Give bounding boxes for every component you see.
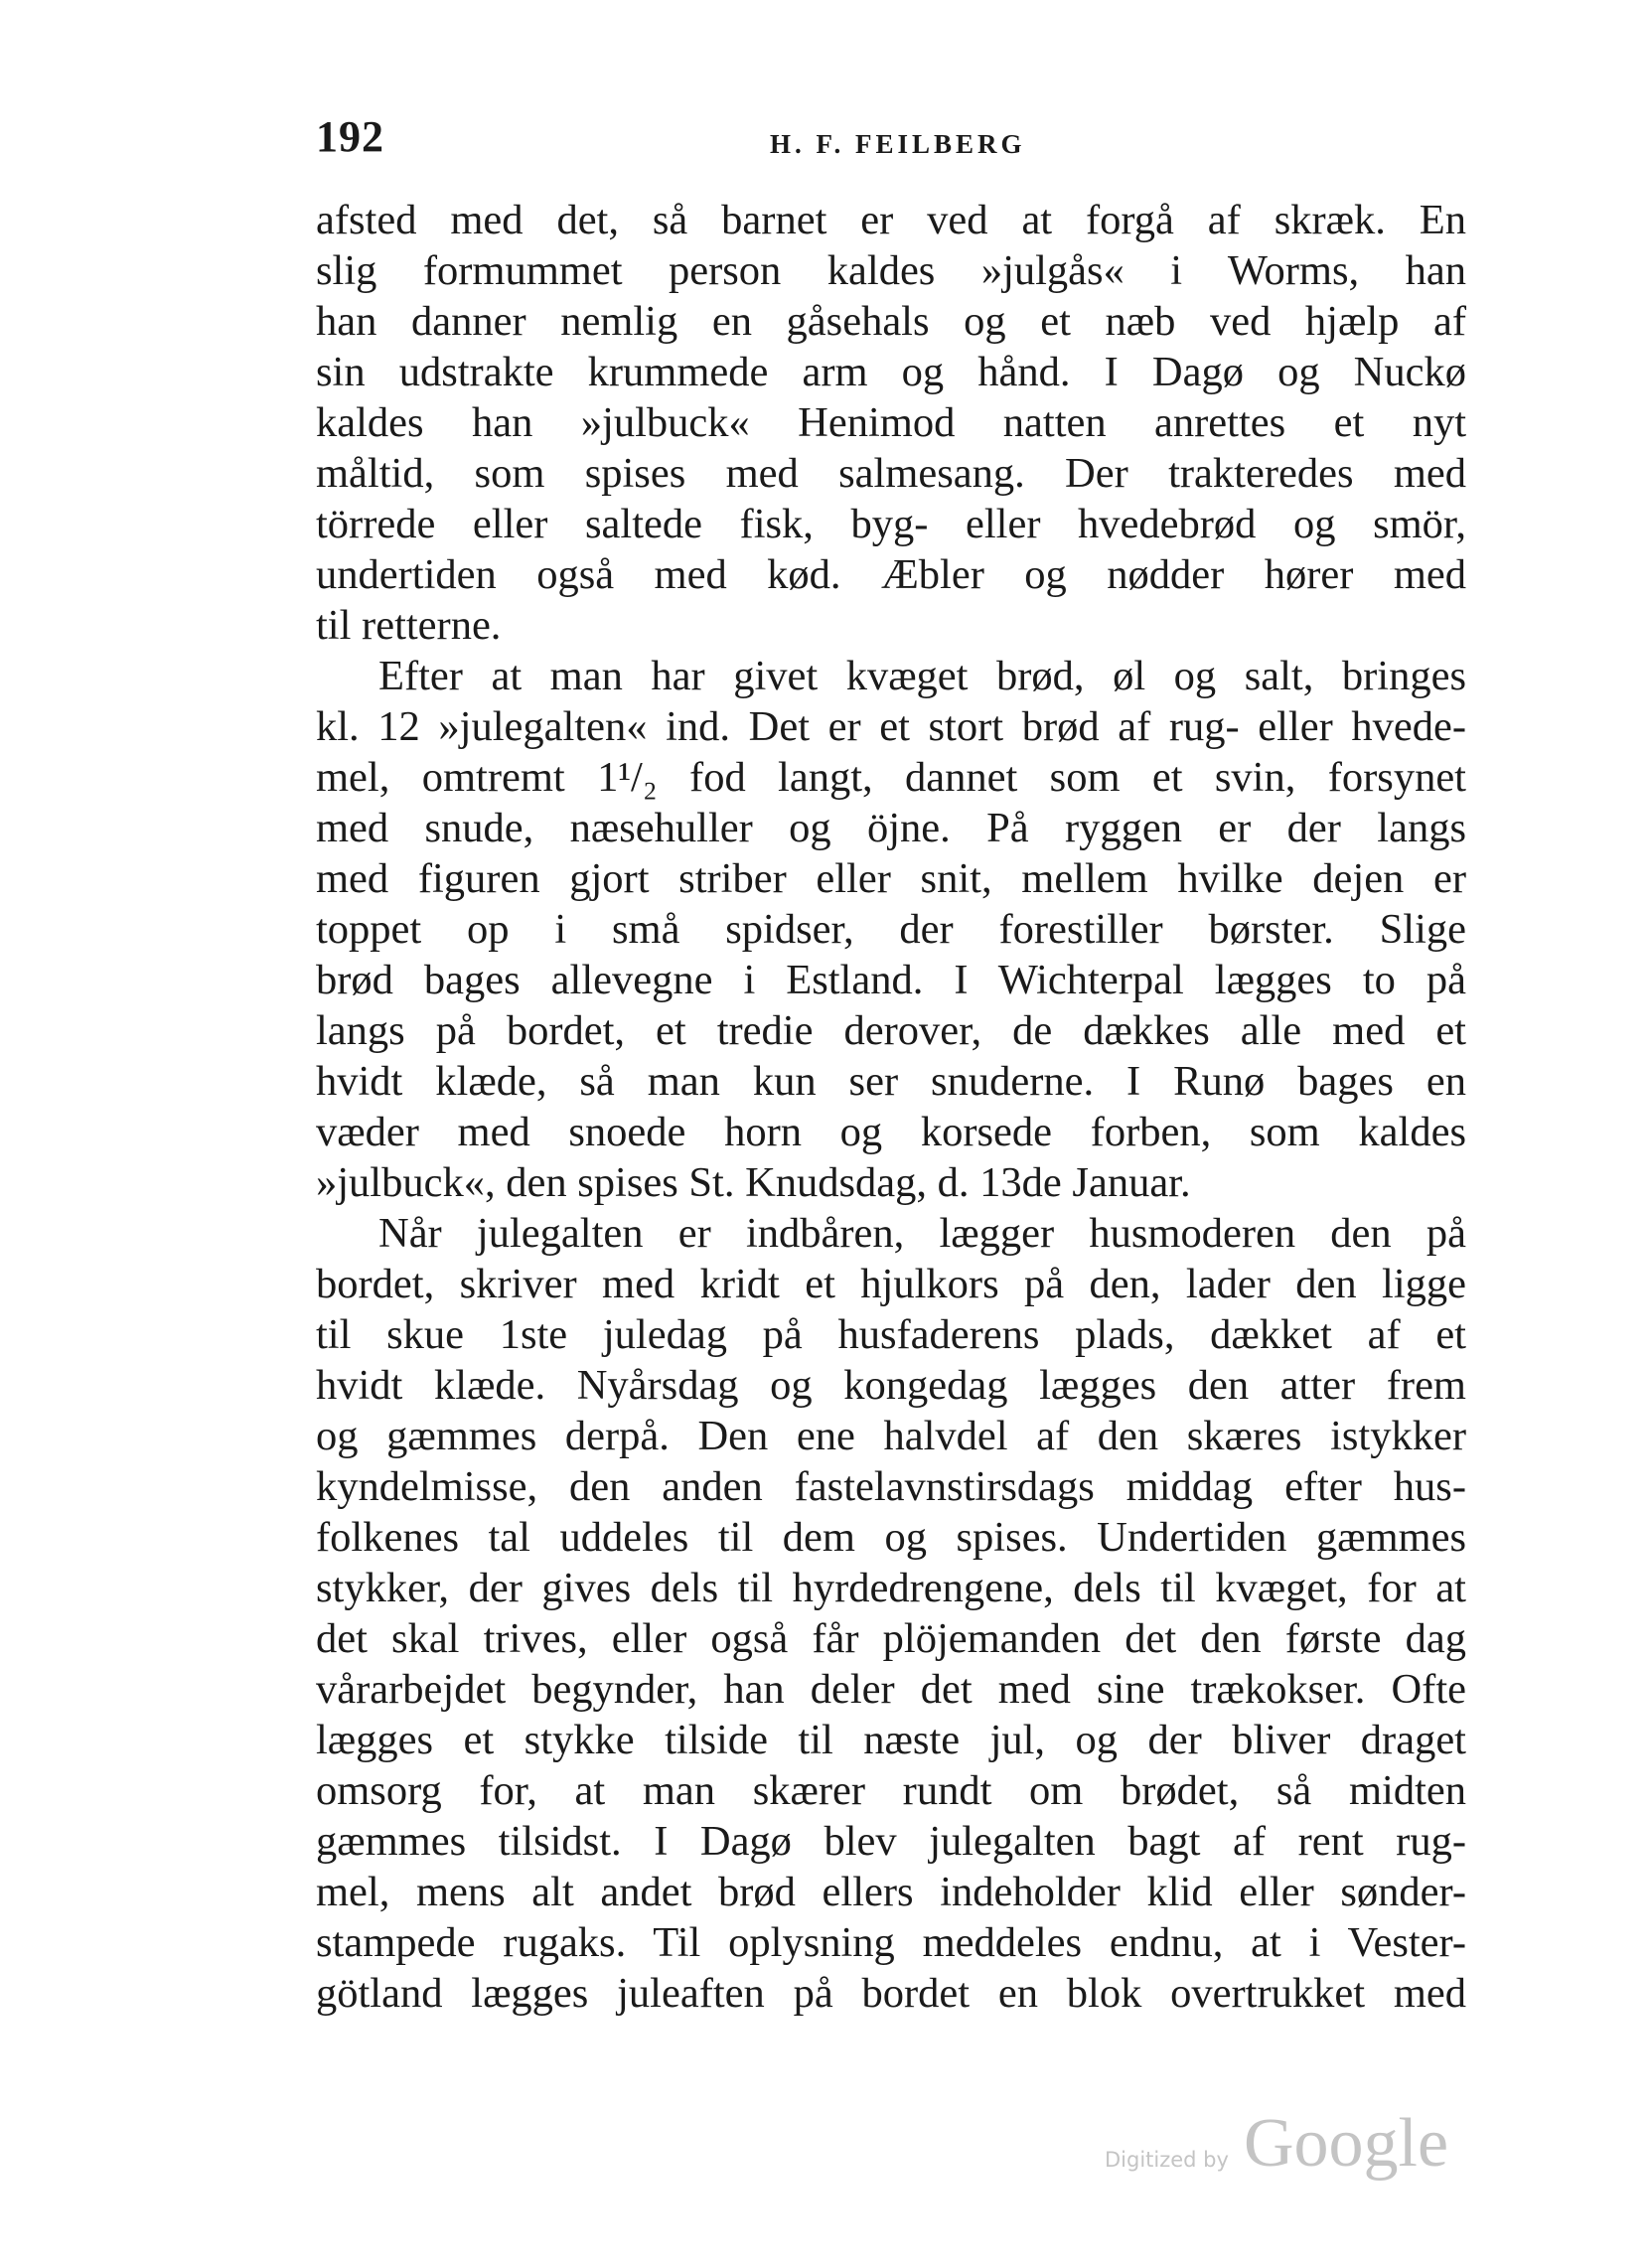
text-line: »julbuck«, den spises St. Knudsdag, d. 13de Januar. (316, 1159, 1191, 1206)
text-line: folkenes tal uddeles til dem og spises. Undertiden gæmmes (316, 1514, 1466, 1561)
digitized-watermark (1105, 2104, 1449, 2184)
text-line: afsted med det, så barnet er ved at forgå af skræk. En (316, 197, 1466, 243)
text-line: måltid, som spises med salmesang. Der trakteredes med (316, 450, 1466, 497)
text-line: med snude, næsehuller og öjne. På ryggen er der langs (316, 805, 1466, 851)
text-line: sin udstrakte krummede arm og hånd. I Dagø og Nuckø (316, 349, 1466, 395)
text-line: mel, omtremt 1¹/₂ fod langt, dannet som et svin, forsynet (316, 754, 1466, 801)
running-head: H. F. FEILBERG (770, 129, 1026, 159)
watermark-prefix: Digitized by (1105, 2148, 1229, 2172)
text-line: stykker, der gives dels til hyrdedrengene, dels til kvæget, for at (316, 1565, 1466, 1611)
text-line: bordet, skriver med kridt et hjulkors på den, lader den ligge (316, 1261, 1466, 1307)
text-line: med figuren gjort striber eller snit, mellem hvilke dejen er (316, 855, 1466, 902)
text-line: lægges et stykke tilside til næste jul, og der bliver draget (316, 1717, 1466, 1763)
text-line: vårarbejdet begynder, han deler det med sine trækokser. Ofte (316, 1666, 1466, 1713)
text-line: hvidt klæde. Nyårsdag og kongedag lægges den atter frem (316, 1362, 1466, 1409)
text-line: til retterne. (316, 602, 502, 649)
text-line: han danner nemlig en gåsehals og et næb ved hjælp af (316, 298, 1466, 345)
text-line: gæmmes tilsidst. I Dagø blev julegalten bagt af rent rug- (316, 1818, 1466, 1865)
text-line: kaldes han »julbuck« Henimod natten anrettes et nyt (316, 399, 1466, 446)
body-text (316, 195, 1466, 2019)
text-line: mel, mens alt andet brød ellers indeholder klid eller sønder- (316, 1869, 1466, 1915)
text-line: langs på bordet, et tredie derover, de dækkes alle med et (316, 1007, 1466, 1054)
text-line: til skue 1ste juledag på husfaderens plads, dækket af et (316, 1311, 1466, 1358)
text-line: slig formummet person kaldes »julgås« i Worms, han (316, 247, 1466, 294)
text-line: væder med snoede horn og korsede forben, som kaldes (316, 1109, 1466, 1155)
text-line: stampede rugaks. Til oplysning meddeles endnu, at i Vester- (316, 1919, 1466, 1966)
text-line: hvidt klæde, så man kun ser snuderne. I Runø bages en (316, 1058, 1466, 1105)
text-line: törrede eller saltede fisk, byg- eller hvedebrød og smör, (316, 501, 1466, 547)
text-line: undertiden også med kød. Æbler og nødder hører med (316, 551, 1466, 598)
text-line: kl. 12 »julegalten« ind. Det er et stort brød af rug- eller hvede- (316, 703, 1466, 750)
text-line: det skal trives, eller også får plöjemanden det den første dag (316, 1615, 1466, 1662)
text-line: og gæmmes derpå. Den ene halvdel af den skæres istykker (316, 1413, 1466, 1459)
text-line: brød bages allevegne i Estland. I Wichterpal lægges to på (316, 957, 1466, 1003)
page-number: 192 (316, 112, 384, 161)
text-line: Efter at man har givet kvæget brød, øl og salt, bringes (378, 653, 1466, 699)
text-line: omsorg for, at man skærer rundt om brødet, så midten (316, 1767, 1466, 1814)
text-line: götland lægges juleaften på bordet en blok overtrukket med (316, 1970, 1466, 2017)
text-line: Når julegalten er indbåren, lægger husmoderen den på (378, 1210, 1466, 1257)
text-line: kyndelmisse, den anden fastelavnstirsdags middag efter hus- (316, 1463, 1466, 1510)
watermark-brand-logo: Google (1244, 2105, 1449, 2182)
text-line: toppet op i små spidser, der forestiller børster. Slige (316, 906, 1466, 953)
